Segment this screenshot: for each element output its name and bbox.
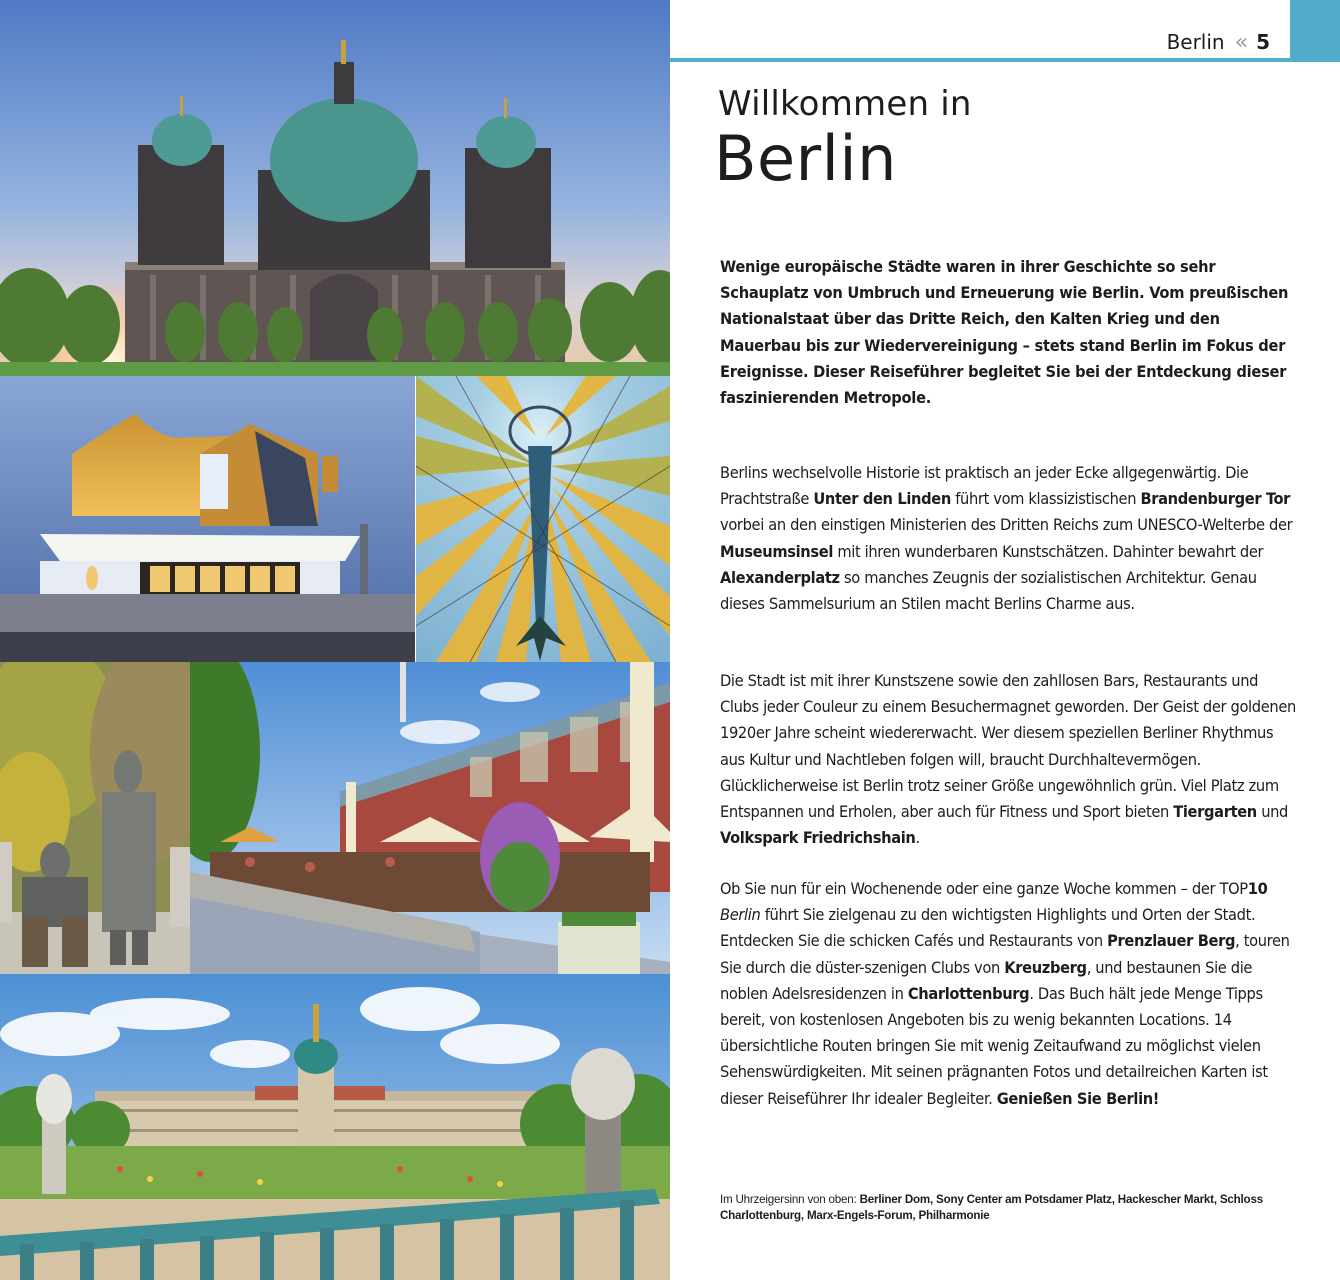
chapter-tab [1290,0,1340,62]
text-run: und [1256,802,1289,822]
running-title: Berlin [1166,30,1225,54]
italic-term: Berlin [720,905,761,925]
bold-term: Museumsinsel [720,541,834,561]
body-paragraph [720,876,1300,1112]
text-run: . [915,828,920,848]
caption-prefix: Im Uhrzeigersinn von oben: [720,1193,860,1206]
body-paragraph [720,668,1300,851]
running-head [1167,30,1270,56]
photo-philharmonie [0,376,415,662]
caption-items: Berliner Dom, Sony Center am Potsdamer Platz, Hackescher Markt, Schloss Charlottenburg, Marx-Engels-Forum, Philharmonie [720,1193,1263,1222]
text-run: Berlins wechselvolle Historie ist praktisch an jeder Ecke allgegenwärtig. Die Prachtstraße [720,463,1249,509]
text-run: führt Sie zielgenau zu den wichtigsten Highlights und Orten der Stadt. Entdecken Sie die schicken Cafés und Restaurants von [720,905,1256,951]
page-title-line1: Willkommen in [718,84,972,124]
photo-caption [720,1192,1280,1224]
header-rule [670,58,1340,62]
berliner-dom-image [0,0,670,376]
text-run: vorbei an den einstigen Ministerien des Dritten Reichs zum UNESCO-Welterbe der [720,515,1293,535]
text-run: so manches Zeugnis der sozialistischen Architektur. Genau dieses Sammelsurium an Stilen macht Berlins Charme aus. [720,567,1257,614]
bold-term: Genießen Sie Berlin! [996,1088,1160,1108]
bold-term: Prenzlauer Berg [1107,931,1236,951]
bold-term: Tiergarten [1173,802,1257,822]
text-run: . Das Buch hält jede Menge Tipps bereit, von kostenlosen Angeboten bis zu wenig bekannten Locations. 14 übersichtliche Routen bringen Sie mit wenig Zeitaufwand zu möglichst vielen Sehenswürdigkeiten. Mit seinen prägnanten Fotos und detailreichen Karten ist dieser Reiseführer Ihr idealer Begleiter. [720,983,1268,1108]
text-run: Ob Sie nun für ein Wochenende oder eine ganze Woche kommen – der TOP [720,879,1248,898]
bold-term: Volkspark Friedrichshain [720,828,916,848]
photo-marx-engels-forum [0,662,190,974]
page-number: 5 [1256,30,1270,54]
text-run: , touren Sie durch die düster-szenigen Clubs von [720,931,1290,977]
photo-hackescher-markt [190,662,670,974]
bold-term: 10 [1247,879,1268,898]
philharmonie-image [0,376,415,662]
bold-term: Charlottenburg [907,983,1030,1003]
sony-center-image [416,376,670,662]
page-title-line2: Berlin [714,122,897,195]
text-run: , und bestaunen Sie die noblen Adelsresidenzen in [720,957,1253,1003]
hackescher-markt-image [190,662,670,974]
double-chevron-left-icon: « [1234,30,1247,55]
text-run: Die Stadt ist mit ihrer Kunstszene sowie den zahllosen Bars, Restaurants und Clubs jeder Couleur zu einem Besuchermagnet geworden. Der Geist der goldenen 1920er Jahre scheint wiedererwacht. Wer diesem speziellen Berliner Rhythmus aus Kultur und Nachtleben folgen will, braucht Durchhaltevermögen. Glücklicherweise ist Berlin trotz seiner Größe ungewöhnlich grün. Viel Platz zum Entspannen und Erholen, aber auch für Fitness und Sport bieten [720,671,1296,822]
bold-term: Alexanderplatz [720,567,840,587]
bold-term: Brandenburger Tor [1140,489,1291,509]
schloss-charlottenburg-image [0,974,670,1280]
text-run: mit ihren wunderbaren Kunstschätzen. Dahinter bewahrt der [833,541,1264,561]
body-paragraph [720,460,1300,617]
marx-engels-forum-image [0,662,190,974]
bold-term: Kreuzberg [1004,957,1087,977]
lead-paragraph: Wenige europäische Städte waren in ihrer Geschichte so sehr Schauplatz von Umbruch und Erneuerung wie Berlin. Vom preußischen Nationalstaat über das Dritte Reich, den Kalten Krieg und den Mauerbau bis zur Wiedervereinigung – stets stand Berlin im Fokus der Ereignisse. Dieser Reiseführer begleitet Sie bei der Entdeckung dieser faszinierenden Metropole. [720,257,1289,408]
bold-term: Unter den Linden [813,489,951,509]
text-run: führt vom klassizistischen [950,489,1141,509]
photo-sony-center [416,376,670,662]
photo-schloss-charlottenburg [0,974,670,1280]
photo-berliner-dom [0,0,670,376]
